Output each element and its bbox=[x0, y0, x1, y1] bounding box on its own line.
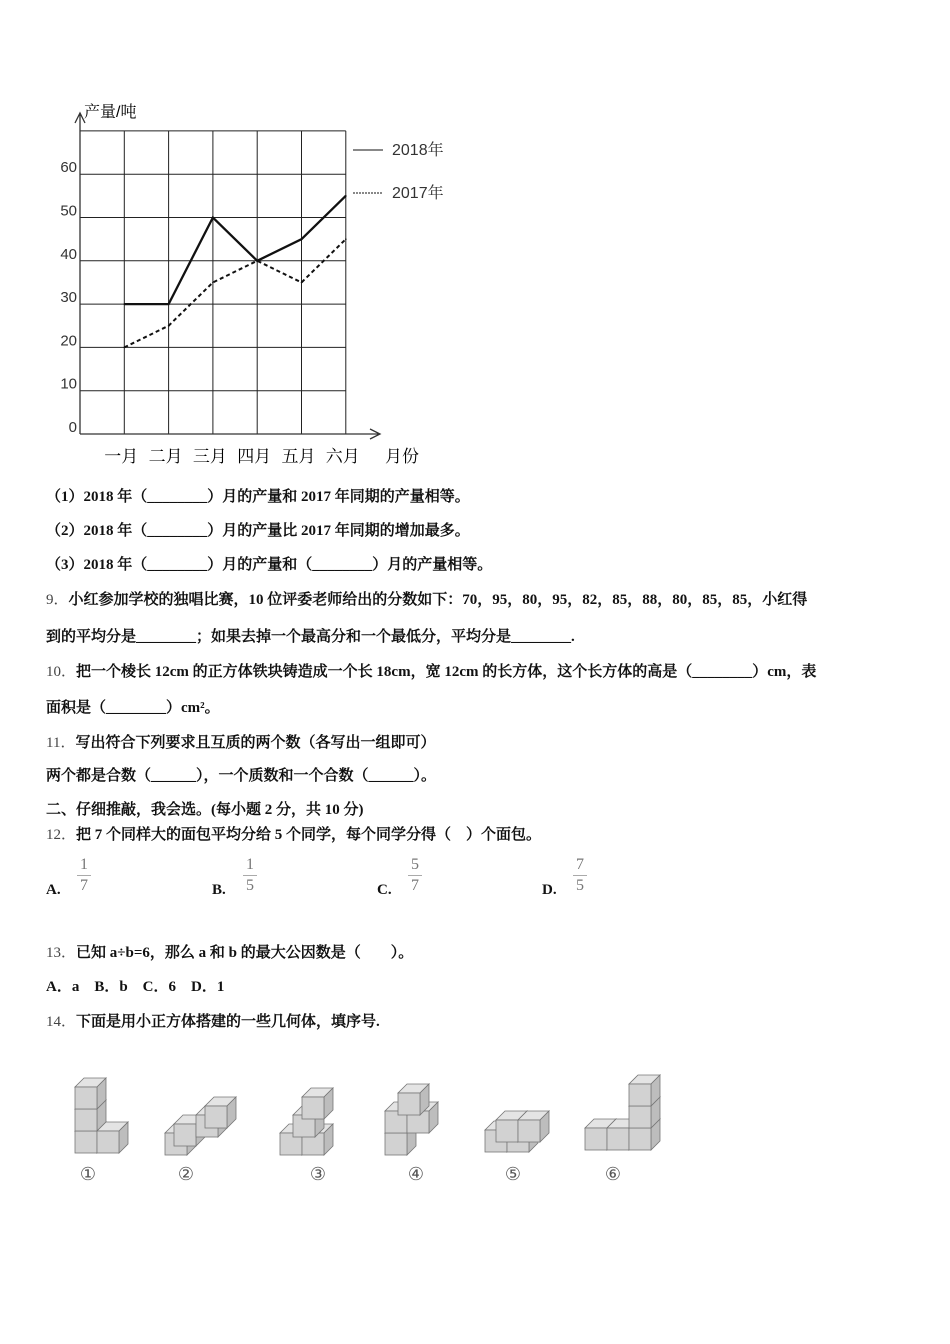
cube-front bbox=[75, 1109, 97, 1131]
series-line-2017年 bbox=[124, 239, 345, 347]
y-tick-label: 10 bbox=[60, 375, 77, 393]
y-tick-label: 60 bbox=[60, 159, 77, 177]
y-tick-label: 50 bbox=[60, 202, 77, 220]
q13-options[interactable]: A．a B．b C．6 D．1 bbox=[46, 979, 225, 995]
cube-front bbox=[629, 1084, 651, 1106]
q9-line2: 到的平均分是________；如果去掉一个最高分和一个最低分，平均分是________. bbox=[46, 629, 575, 645]
figure-label-1: ① bbox=[79, 1164, 97, 1185]
cube-front bbox=[75, 1131, 97, 1153]
cube-front bbox=[174, 1124, 196, 1146]
x-tick-label: 二月 bbox=[148, 447, 183, 466]
series-line-2018年 bbox=[124, 196, 345, 304]
data-point bbox=[168, 325, 170, 327]
figure-label-5: ⑤ bbox=[504, 1164, 522, 1185]
y-tick-label: 0 bbox=[68, 419, 77, 436]
cube-figure-2 bbox=[165, 1097, 236, 1155]
y-tick-label: 30 bbox=[60, 289, 77, 307]
q10-number: 10． bbox=[46, 664, 77, 680]
data-point bbox=[301, 238, 303, 240]
x-tick-label: 六月 bbox=[325, 447, 360, 466]
q14-question bbox=[46, 1010, 380, 1031]
data-point bbox=[301, 282, 303, 284]
figure-label-6: ⑥ bbox=[604, 1164, 622, 1185]
cube-front bbox=[629, 1106, 651, 1128]
x-tick-label: 一月 bbox=[104, 447, 139, 466]
denominator: 5 bbox=[246, 877, 254, 894]
production-line-chart bbox=[40, 95, 470, 480]
q12-option-a[interactable]: A. bbox=[46, 882, 61, 898]
q9-text: 小红参加学校的独唱比赛，10 位评委老师给出的分数如下：70，95，80，95，82，85，88，80，85，85，小红得 bbox=[68, 592, 808, 608]
cube-front bbox=[496, 1120, 518, 1142]
legend-label: 2018年 bbox=[392, 142, 444, 159]
cube-front bbox=[97, 1131, 119, 1153]
q10-line1 bbox=[46, 660, 816, 681]
fraction bbox=[243, 856, 257, 895]
q12-text: 把 7 个同样大的面包平均分给 5 个同学，每个同学分得（ ）个面包。 bbox=[76, 827, 542, 843]
data-point bbox=[124, 303, 126, 305]
q11-number: 11． bbox=[46, 735, 76, 751]
x-axis-arrow bbox=[80, 429, 380, 439]
q13-text: 已知 a÷b=6，那么 a 和 b 的最大公因数是（ ）。 bbox=[76, 945, 414, 961]
q11-line2: 两个都是合数（______），一个质数和一个合数（______）。 bbox=[46, 768, 437, 784]
numerator: 1 bbox=[246, 856, 254, 873]
fraction-bar bbox=[77, 875, 91, 876]
numerator: 7 bbox=[576, 856, 584, 873]
cube-front bbox=[385, 1133, 407, 1155]
fraction bbox=[77, 856, 91, 895]
q8-sub3: （3）2018 年（________）月的产量和（________）月的产量相等。 bbox=[46, 557, 493, 573]
data-point bbox=[124, 347, 126, 349]
y-tick-label: 40 bbox=[60, 245, 77, 263]
cube-figure-3 bbox=[280, 1088, 333, 1155]
q12-option-d[interactable]: D. bbox=[542, 882, 557, 898]
data-point bbox=[168, 303, 170, 305]
denominator: 5 bbox=[576, 877, 584, 894]
q12-question bbox=[46, 823, 541, 844]
fraction-bar bbox=[573, 875, 587, 876]
q8-sub1: （1）2018 年（________）月的产量和 2017 年同期的产量相等。 bbox=[46, 489, 470, 505]
data-point bbox=[212, 217, 214, 219]
q8-sub2: （2）2018 年（________）月的产量比 2017 年同期的增加最多。 bbox=[46, 523, 470, 539]
q10-text: 把一个棱长 12cm 的正方体铁块铸造成一个长 18cm，宽 12cm 的长方体，这个长方体的高是（________）cm，表 bbox=[76, 664, 817, 680]
denominator: 7 bbox=[80, 877, 88, 894]
section-2-heading: 二、仔细推敲，我会选。(每小题 2 分，共 10 分) bbox=[46, 802, 364, 818]
figure-label-4: ④ bbox=[407, 1164, 425, 1185]
numerator: 5 bbox=[411, 856, 419, 873]
q12-option-b[interactable]: B. bbox=[212, 882, 226, 898]
x-tick-label: 三月 bbox=[192, 447, 227, 466]
data-point bbox=[256, 260, 258, 262]
x-axis-label: 月份 bbox=[385, 447, 419, 466]
cube-front bbox=[205, 1106, 227, 1128]
figure-label-3: ③ bbox=[309, 1164, 327, 1185]
y-axis-label: 产量/吨 bbox=[84, 104, 137, 121]
cube-figure-1 bbox=[75, 1078, 128, 1153]
x-tick-label: 五月 bbox=[281, 447, 316, 466]
cube-front bbox=[629, 1128, 651, 1150]
data-point bbox=[345, 195, 347, 197]
cube-front bbox=[607, 1128, 629, 1150]
fraction-bar bbox=[243, 875, 257, 876]
q9-number: 9． bbox=[46, 592, 69, 608]
cube-figure-4 bbox=[385, 1084, 438, 1155]
cube-front bbox=[398, 1093, 420, 1115]
cube-front bbox=[302, 1097, 324, 1119]
q13-number: 13． bbox=[46, 945, 77, 961]
q12-number: 12． bbox=[46, 827, 77, 843]
figure-label-2: ② bbox=[177, 1164, 195, 1185]
cube-figures bbox=[40, 1040, 680, 1190]
data-point bbox=[345, 238, 347, 240]
legend-label: 2017年 bbox=[392, 185, 444, 202]
x-tick-label: 四月 bbox=[237, 447, 272, 466]
cube-figure-6 bbox=[585, 1075, 660, 1150]
cube-front bbox=[518, 1120, 540, 1142]
q12-option-c[interactable]: C. bbox=[377, 882, 392, 898]
numerator: 1 bbox=[80, 856, 88, 873]
fraction-bar bbox=[408, 875, 422, 876]
q11-line1 bbox=[46, 731, 435, 752]
q10-line2: 面积是（________）cm²。 bbox=[46, 700, 220, 716]
q14-number: 14． bbox=[46, 1014, 77, 1030]
cube-figure-5 bbox=[485, 1111, 549, 1152]
q9-line1 bbox=[46, 588, 807, 609]
data-point bbox=[212, 282, 214, 284]
fraction bbox=[573, 856, 587, 895]
cube-front bbox=[585, 1128, 607, 1150]
cube-front bbox=[75, 1087, 97, 1109]
q14-text: 下面是用小正方体搭建的一些几何体，填序号. bbox=[76, 1014, 380, 1030]
fraction bbox=[408, 856, 422, 895]
y-tick-label: 20 bbox=[60, 332, 77, 350]
q13-question bbox=[46, 941, 413, 962]
q11-text: 写出符合下列要求且互质的两个数（各写出一组即可） bbox=[75, 735, 436, 751]
denominator: 7 bbox=[411, 877, 419, 894]
